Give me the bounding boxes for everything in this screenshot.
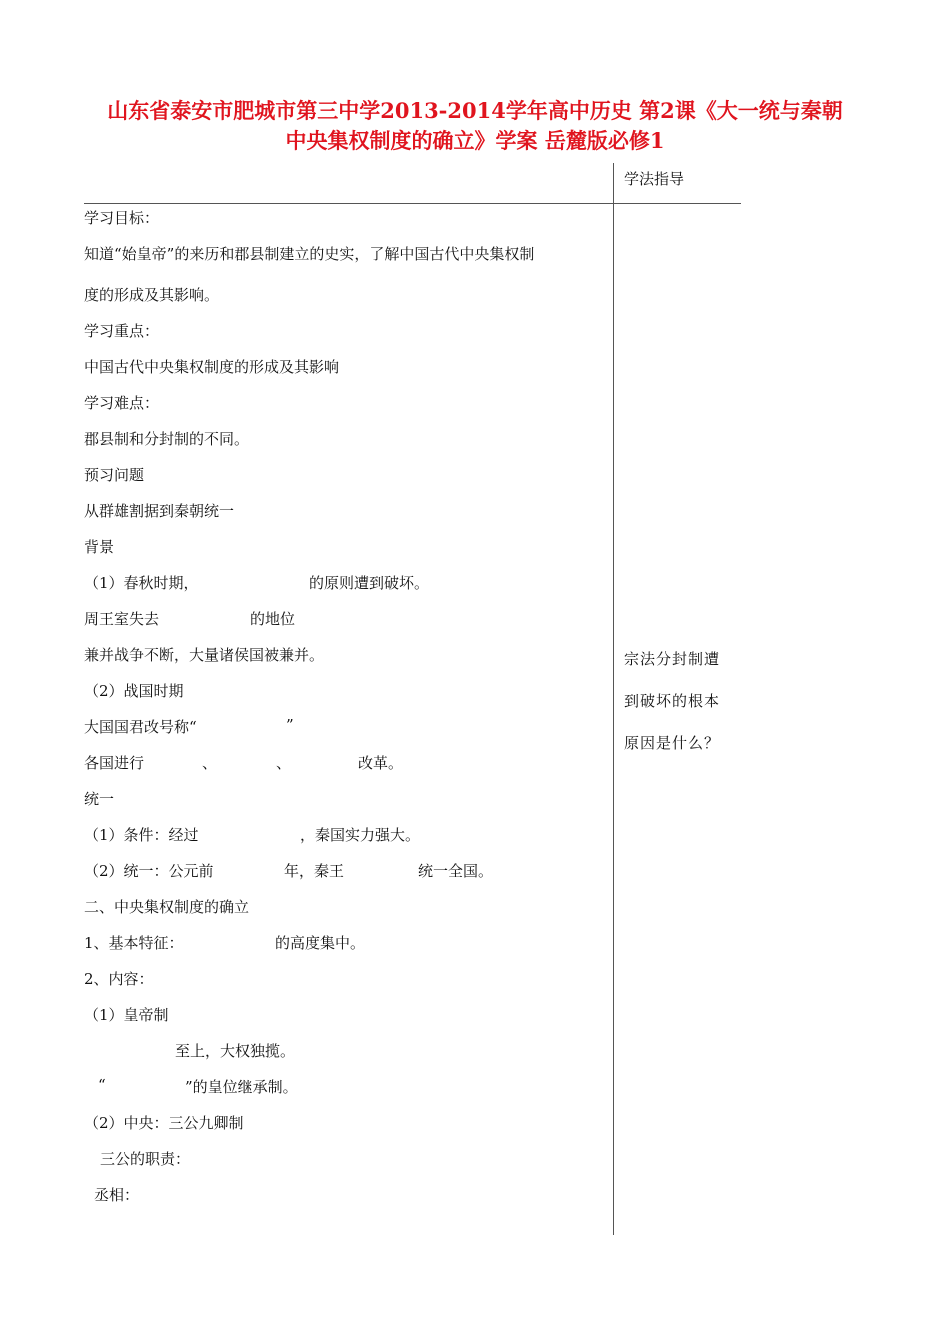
- unify-line-start: （2）统一：公元前: [84, 862, 214, 880]
- feature-line-start: 1、基本特征：: [84, 934, 184, 952]
- section-one-heading: 从群雄割据到秦朝统一: [84, 502, 235, 520]
- section-two-heading: 二、中央集权制度的确立: [84, 898, 250, 916]
- zhou-line-start: 周王室失去: [84, 610, 160, 628]
- zhou-line-end: 的地位: [250, 610, 296, 628]
- condition-line-end: ，秦国实力强大。: [300, 826, 421, 844]
- column-divider: [613, 163, 614, 1235]
- reform-sep-2: 、: [276, 754, 292, 772]
- warring-states-heading: （2）战国时期: [84, 682, 184, 700]
- unify-line-end: 统一全国。: [418, 862, 494, 880]
- feature-line-end: 的高度集中。: [275, 934, 366, 952]
- focus-text: 中国古代中央集权制度的形成及其影响: [84, 358, 340, 376]
- spring-autumn-line-start: （1）春秋时期，: [84, 574, 199, 592]
- emperor-supreme-text: 至上，大权独揽。: [175, 1042, 296, 1060]
- goal-heading: 学习目标：: [84, 209, 160, 227]
- condition-line-start: （1）条件：经过: [84, 826, 199, 844]
- reform-line-end: 改革。: [358, 754, 404, 772]
- title-change-line-start: 大国国君改号称“: [84, 718, 197, 736]
- side-note-line-1: 宗法分封制遭: [624, 650, 721, 668]
- difficulty-text: 郡县制和分封制的不同。: [84, 430, 250, 448]
- background-heading: 背景: [84, 538, 115, 556]
- difficulty-heading: 学习难点：: [84, 394, 160, 412]
- side-note-line-2: 到破坏的根本: [624, 692, 721, 710]
- succession-line-end: ”的皇位继承制。: [185, 1078, 298, 1096]
- goal-text-1: 知道“始皇帝”的来历和郡县制建立的史实，了解中国古代中央集权制: [84, 245, 535, 263]
- annexation-text: 兼并战争不断，大量诸侯国被兼并。: [84, 646, 325, 664]
- succession-line-start: “: [98, 1076, 106, 1094]
- goal-text-2: 度的形成及其影响。: [84, 286, 220, 304]
- spring-autumn-line-end: 的原则遭到破坏。: [309, 574, 430, 592]
- header-rule: [84, 203, 741, 204]
- central-system-heading: （2）中央：三公九卿制: [84, 1114, 244, 1132]
- guide-column-header: 学法指导: [624, 170, 685, 188]
- title-change-line-end: ”: [286, 716, 294, 734]
- focus-heading: 学习重点：: [84, 322, 160, 340]
- side-note-line-3: 原因是什么？: [624, 734, 721, 752]
- content-heading: 2、内容：: [84, 970, 154, 988]
- reform-sep-1: 、: [202, 754, 218, 772]
- three-ministers-heading: 三公的职责：: [100, 1150, 191, 1168]
- unify-line-mid: 年，秦王: [284, 862, 345, 880]
- preview-heading: 预习问题: [84, 466, 145, 484]
- reform-line-start: 各国进行: [84, 754, 145, 772]
- emperor-system-heading: （1）皇帝制: [84, 1006, 169, 1024]
- chancellor-label: 丞相：: [94, 1186, 140, 1204]
- unification-heading: 统一: [84, 790, 115, 808]
- document-title-line-1: 山东省泰安市肥城市第三中学2013-2014学年高中历史 第2课《大一统与秦朝: [107, 98, 843, 123]
- document-title-line-2: 中央集权制度的确立》学案 岳麓版必修1: [285, 128, 665, 153]
